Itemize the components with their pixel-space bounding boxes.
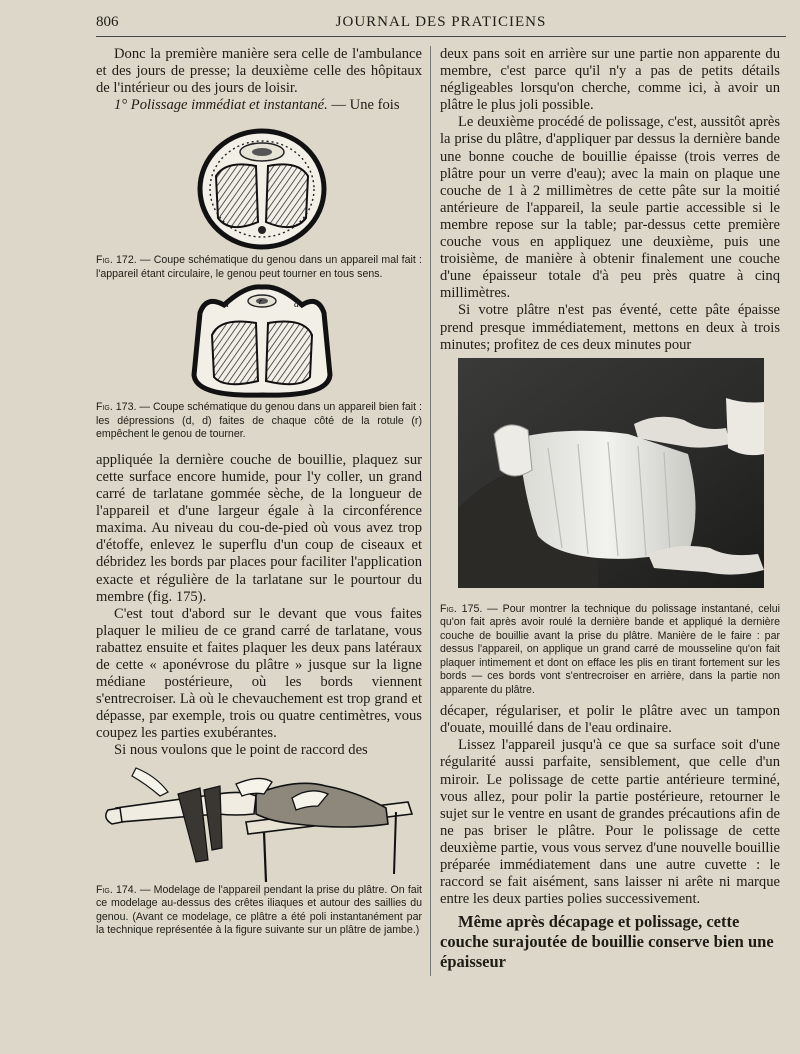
right-column — [440, 46, 780, 972]
rotule-label: r — [259, 297, 263, 307]
figure-173-label: Fig. 173. — [96, 401, 137, 414]
paragraph: appliquée la dernière couche de bouillie, plaquez sur cette surface encore humide, pour l'y coller, un grand carré de tarlatane gommée sèche, de la longueur de l'appareil et d'une largeur égale à la circonférence maxima. Au niveau du cou-de-pied où vous avez trop d'étoffe, enlevez le superflu d'un coup de ciseaux et débridez les bords par places pour faciliter l'application exacte et régulière de la tarlatane sur le pourtour du membre (fig. 175). — [96, 451, 422, 605]
polishing-technique-photo — [458, 358, 764, 588]
section-heading: 1° Polissage immédiat et instantané. — [114, 97, 328, 114]
figure-175-caption — [440, 603, 780, 698]
page-header — [96, 14, 786, 36]
paragraph: Si nous voulons que le point de raccord des — [114, 742, 368, 759]
figure-174-label: Fig. 174. — [96, 883, 137, 896]
paragraph: C'est tout d'abord sur le devant que vous faites plaquer le milieu de ce grand carré de tarlatane, vous rabattez ensuite et faites plaquer les deux pans latéraux de cette « aponévrose du plâtre » jusque sur la ligne médiane postérieure, où les bords viennent s'entrecroiser. Là où le chevauchement est trop grand et dépasse, par exemple, trois ou quatre centimètres, vous coupez les parties exubérantes. — [96, 605, 422, 742]
figure-174-caption-text: — Modelage de l'appareil pendant la prise du plâtre. On fait ce modelage au-dessus des crêtes iliaques et autour des saillies du genou. (Avant ce modelage, ce plâtre a été poli instantanément par la technique représentée à la figure suivante sur un plâtre de jambe.) — [96, 883, 422, 937]
left-column — [96, 46, 422, 938]
knee-section-bad-illustration — [96, 114, 422, 254]
paragraph: Lissez l'appareil jusqu'à ce que sa surface soit d'une régularité aussi parfaite, sensiblement, que celle d'un miroir. Le polissage de cette partie antérieure terminé, vous allez, pour polir la partie postérieure, retourner le sujet sur le ventre en usant de grandes précautions afin de ne pas briser le plâtre. Pour le polissage de cette deuxième partie, vous vous servez d'une nouvelle bouillie préparée immédiatement dans une autre cuvette : le raccord se fait aisément, sans laisser ni arête ni marque entre les deux parties polies successivement. — [440, 737, 780, 908]
figure-172-label: Fig. 172. — [96, 254, 137, 267]
depression-label-right: d — [294, 299, 299, 311]
depression-label-left: d — [224, 299, 229, 311]
figure-175 — [440, 354, 780, 698]
figure-172-caption — [96, 254, 422, 281]
paragraph-tail: — Une fois — [327, 97, 400, 114]
paragraph: Le deuxième procédé de polissage, c'est, aussitôt après la prise du plâtre, d'appliquer par dessus la dernière bande une bonne couche de bouillie épaisse (trois verres de plâtre pour un verre d'eau); avec la main on plaque une couche de 1 à 2 millimètres de cette pâte sur la moitié antérieure de l'appareil, la seule partie accessible si le membre repose sur la table; par-dessus cette première couche vous en appliquez une deuxième, puis une troisième, de manière à obtenir finalement une couche d'une épaisseur totale d'à peu près quatre à cinq millimètres. — [440, 114, 780, 302]
header-rule — [96, 36, 786, 37]
figure-175-label: Fig. 175. — [440, 602, 483, 615]
paragraph-last: Même après décapage et polissage, cette couche surajoutée de bouillie conserve bien une épaisseur — [440, 912, 774, 972]
figure-172-caption-text: — Coupe schématique du genou dans un appareil mal fait : l'appareil étant circulaire, le genou peut tourner en tous sens. — [96, 254, 422, 280]
figure-173 — [96, 283, 422, 401]
paragraph: Si votre plâtre n'est pas éventé, cette pâte épaisse prend presque immédiatement, mettons en deux à trois minutes; profitez de ces deux minutes pour — [440, 302, 780, 353]
figure-172 — [96, 114, 422, 254]
paragraph: deux pans soit en arrière sur une partie non apparente du membre, c'est parce qu'il n'y a pas de petits détails négligeables lorsqu'on cherche, comme ici, à avoir un plâtre le plus joli possible. — [440, 46, 780, 114]
figure-175-caption-text: — Pour montrer la technique du polissage instantané, celui qu'on fait après avoir roulé la dernière bande et appliqué la dernière couche de bouillie avant la prise du plâtre. Manière de le faire : par dessus l'appareil, on applique un grand carré de mousseline qu'on fait plaquer intimement et dont on efface les plis en tirant fortement sur les bords — ces bords vont s'entrecroiser en arrière, dans la partie non apparente du plâtre. — [440, 602, 781, 696]
page-number: 806 — [96, 14, 119, 30]
paragraph: Donc la première manière sera celle de l'ambulance et des jours de presse; la deuxième celle des hôpitaux de l'intérieur ou des jours de loisir. — [96, 46, 422, 97]
figure-174-caption — [96, 884, 422, 938]
figure-173-caption-text: — Coupe schématique du genou dans un appareil bien fait : les dépressions (d, d) faites de chaque côté de la rotule (r) empêchent le genou de tourner. — [96, 401, 422, 441]
running-title: JOURNAL DES PRATICIENS — [335, 14, 547, 30]
column-divider — [430, 46, 431, 976]
knee-section-good-illustration — [96, 283, 422, 401]
section-heading-paragraph — [96, 97, 422, 114]
paragraph: décaper, régulariser, et polir le plâtre avec un tampon d'ouate, mouillé dans de l'eau ordinaire. — [440, 703, 780, 737]
figure-173-caption — [96, 401, 422, 442]
figure-174 — [96, 764, 422, 884]
plaster-modelling-illustration — [96, 764, 422, 884]
